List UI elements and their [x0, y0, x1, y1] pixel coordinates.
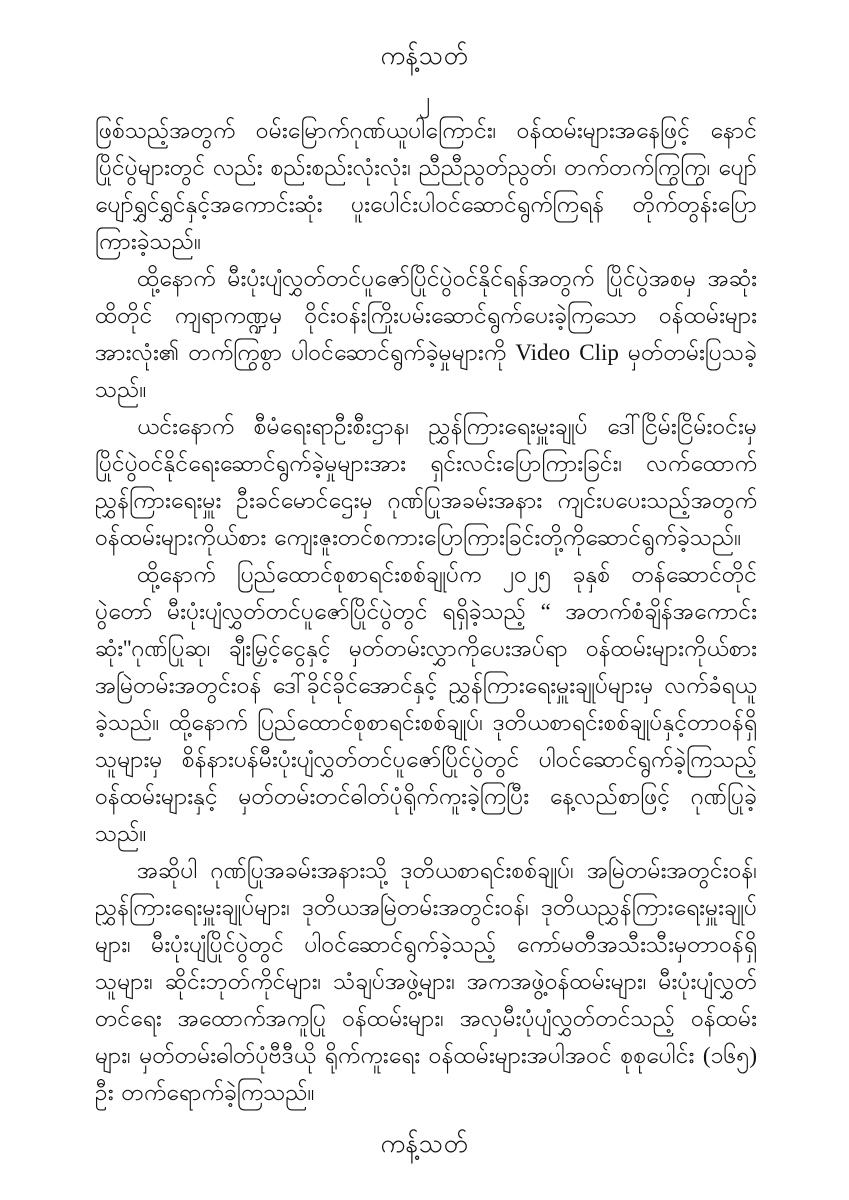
classification-header: ကန့်သတ် — [380, 43, 469, 70]
paragraph-attendees: အဆိုပါ ဂုဏ်ပြုအခမ်းအနားသို့ ဒုတိယစာရင်းစစ်ချုပ်၊ အမြဲတမ်းအတွင်းဝန်၊ ညွှန်ကြားရေးမှူးချုပ်များ၊ ဒုတိယအမြဲတမ်းအတွင်းဝန်၊ ဒုတိယညွှန်ကြားရေးမှူးချုပ်များ၊ မီးပုံးပျံပြိုင်ပွဲတွင် ပါဝင်ဆောင်ရွက်ခဲ့သည့် ကော်မတီအသီးသီးမှတာဝန်ရှိသူများ၊ ဆိုင်းဘုတ်ကိုင်များ၊ သံချပ်အဖွဲ့များ၊ အကအဖွဲ့ဝန်ထမ်းများ၊ မီးပုံးပျံလွှတ်တင်ရေး အထောက်အကူပြု ဝန်ထမ်းများ၊ အလှမီးပုံပျံလွှတ်တင်သည့် ဝန်ထမ်းများ၊ မှတ်တမ်းဓါတ်ပုံဗီဒီယို ရိုက်ကူးရေး ဝန်ထမ်းများအပါအဝင် စုစုပေါင်း (၁၆၅) ဦး တက်ရောက်ခဲ့ကြသည်။ — [95, 858, 757, 1105]
paragraph-video-clip: ထို့နောက် မီးပုံးပျံလွှတ်တင်ပူဇော်ပြိုင်ပွဲဝင်နိုင်ရန်အတွက် ပြိုင်ပွဲအစမှ အဆုံးထိတိုင် ကျရာကဏ္ဍမှ ဝိုင်းဝန်းကြိုးပမ်းဆောင်ရွက်ပေးခဲ့ကြသော ဝန်ထမ်းများအားလုံး၏ တက်ကြွစွာ ပါဝင်ဆောင်ရွက်ခဲ့မှုများကို Video Clip မှတ်တမ်းပြသခဲ့သည်။ — [95, 266, 757, 402]
paragraph-award-presentation: ထို့နောက် ပြည်ထောင်စုစာရင်းစစ်ချုပ်က ၂၀၂၅ ခုနှစ် တန်ဆောင်တိုင်ပွဲတော် မီးပုံးပျံလွှတ်တင်ပူဇော်ပြိုင်ပွဲတွင် ရရှိခဲ့သည့် “ အတက်စံချိန်အကောင်းဆုံး''ဂုဏ်ပြုဆု၊ ချီးမြှင့်ငွေနှင့် မှတ်တမ်းလွှာကိုပေးအပ်ရာ ဝန်ထမ်းများကိုယ်စား အမြဲတမ်းအတွင်းဝန် ဒေါ်ခိုင်ခိုင်အောင်နှင့် ညွှန်ကြားရေးမှူးချုပ်များမှ လက်ခံရယူခဲ့သည်။ ထို့နောက် ပြည်ထောင်စုစာရင်းစစ်ချုပ်၊ ဒုတိယစာရင်းစစ်ချုပ်နှင့်တာဝန်ရှိသူများမှ စိန်နားပန်မီးပုံးပျံလွှတ်တင်ပူဇော်ပြိုင်ပွဲတွင် ပါဝင်ဆောင်ရွက်ခဲ့ကြသည့် ဝန်ထမ်းများနှင့် မှတ်တမ်းတင်ဓါတ်ပုံရိုက်ကူးခဲ့ကြပြီး နေ့လည်စာဖြင့် ဂုဏ်ပြုခဲ့သည်။ — [95, 562, 757, 846]
document-body — [95, 112, 757, 1111]
paragraph-continuation: ဖြစ်သည့်အတွက် ဝမ်းမြောက်ဂုဏ်ယူပါကြောင်း၊ ဝန်ထမ်းများအနေဖြင့် နောင်ပြိုင်ပွဲများတွင် လည်း စည်းစည်းလုံးလုံး၊ ညီညီညွတ်ညွတ်၊ တက်တက်ကြွကြွ၊ ပျော်ပျော်ရွှင်ရွှင်နှင့်အကောင်းဆုံး ပူးပေါင်းပါဝင်ဆောင်ရွက်ကြရန် တိုက်တွန်းပြောကြားခဲ့သည်။ — [95, 118, 757, 254]
paragraph-speeches: ယင်းနောက် စီမံရေးရာဦးစီးဌာန၊ ညွှန်ကြားရေးမှူးချုပ် ဒေါ်ငြိမ်းငြိမ်းဝင်းမှ ပြိုင်ပွဲဝင်နိုင်ရေးဆောင်ရွက်ခဲ့မှုများအား ရှင်းလင်းပြောကြားခြင်း၊ လက်ထောက်ညွှန်ကြားရေးမှူး ဦးခင်မောင်ဌေးမှ ဂုဏ်ပြုအခမ်းအနား ကျင်းပပေးသည့်အတွက် ဝန်ထမ်းများကိုယ်စား ကျေးဇူးတင်စကားပြောကြားခြင်းတို့ကိုဆောင်ရွက်ခဲ့သည်။ — [95, 414, 757, 550]
classification-footer: ကန့်သတ် — [380, 1131, 469, 1158]
page-number: ၂ — [418, 88, 431, 113]
